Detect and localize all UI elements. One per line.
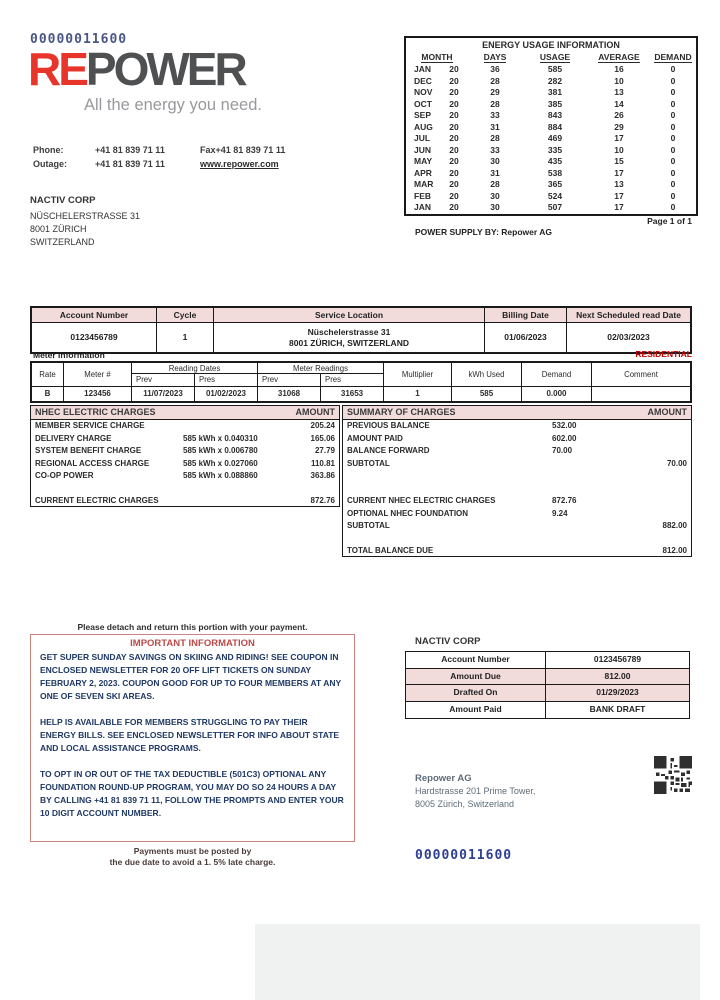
stub-row-label: Amount Paid xyxy=(406,702,546,719)
electric-amount-header: AMOUNT xyxy=(295,407,335,417)
summary-charge-row xyxy=(343,545,691,558)
summary-label: TOTAL BALANCE DUE xyxy=(347,546,434,555)
energy-table-row xyxy=(406,202,696,214)
stub-row-label: Drafted On xyxy=(406,685,546,701)
stub-table-row xyxy=(406,702,689,719)
summary-right-amount xyxy=(622,533,687,546)
energy-cell-year: 20 xyxy=(449,144,459,155)
charge-label: CURRENT ELECTRIC CHARGES xyxy=(35,496,159,505)
billing-date-header: Billing Date xyxy=(485,308,567,322)
meter-prev-header: Prev xyxy=(258,374,321,386)
energy-cell-days: 31 xyxy=(490,121,500,132)
reference-number-bottom: 00000011600 xyxy=(415,848,513,863)
energy-table-row xyxy=(406,122,696,134)
energy-cell-average: 13 xyxy=(614,179,624,189)
energy-cell-demand: 0 xyxy=(670,144,676,155)
energy-header-average: AVERAGE xyxy=(598,52,640,62)
energy-table-row xyxy=(406,76,696,88)
notice-paragraph-2: HELP IS AVAILABLE FOR MEMBERS STRUGGLING TO PAY THEIR ENERGY BILLS. SEE ENCLOSED NEWSLETTER FOR INFO ABOUT STATE AND LOCAL ASSISTANCE PROGRAMS. xyxy=(40,717,340,753)
notice-paragraph-1: GET SUPER SUNDAY SAVINGS ON SKIING AND RIDING! SEE COUPON IN ENCLOSED NEWSLETTER FOR 20 OFF LIFT TICKETS ON SUNDAY FEBRUARY 2, 2023. COUPON GOOD FOR UP TO FOUR MEMBERS AT ANY ONE OF SEVEN SKI AREAS. xyxy=(40,652,342,701)
energy-cell-days: 28 xyxy=(490,179,500,189)
summary-mid-amount: 9.24 xyxy=(552,508,568,518)
summary-charge-row xyxy=(343,445,691,458)
electric-charges-box xyxy=(30,405,340,507)
energy-table-row xyxy=(406,168,696,180)
account-table-value-row xyxy=(32,323,690,352)
charge-amount: 110.81 xyxy=(310,458,335,468)
stub-customer-name: NACTIV CORP xyxy=(415,636,481,647)
summary-right-amount xyxy=(622,445,687,458)
stub-table-row xyxy=(406,685,689,702)
summary-charges-body xyxy=(343,420,691,558)
summary-charge-row xyxy=(343,433,691,446)
energy-cell-usage: 335 xyxy=(547,144,563,155)
reading-prev-header: Prev xyxy=(132,374,195,386)
meter-information-table xyxy=(30,361,692,403)
energy-table-row xyxy=(406,87,696,99)
summary-mid-amount: 70.00 xyxy=(552,446,573,455)
summary-charge-row xyxy=(343,520,691,533)
next-read-value: 02/03/2023 xyxy=(607,332,650,342)
energy-cell-usage: 385 xyxy=(547,98,563,109)
energy-cell-average: 15 xyxy=(614,156,624,166)
brand-tagline: All the energy you need. xyxy=(84,96,262,114)
reading-pres-value: 01/02/2023 xyxy=(195,387,258,401)
payment-deadline-note xyxy=(30,846,355,868)
energy-table-row xyxy=(406,64,696,76)
meter-readings-group xyxy=(258,363,384,386)
reading-dates-header: Reading Dates xyxy=(132,363,257,374)
phone-label: Phone: xyxy=(33,145,64,155)
energy-cell-year: 20 xyxy=(449,64,459,74)
energy-cell-demand: 0 xyxy=(670,156,676,166)
notice-paragraph-3: TO OPT IN OR OUT OF THE TAX DEDUCTIBLE (501C3) OPTIONAL ANY FOUNDATION ROUND-UP PROGRAM, YOU MAY DO SO 24 HOURS A DAY BY CALLING +41 81 839 71 11, FOLLOW THE PROMPTS AND ENTER YOUR 10 DIGIT ACCOUNT NUMBER. xyxy=(40,769,344,818)
bottom-watermark-band xyxy=(255,924,700,1000)
summary-right-amount: 70.00 xyxy=(666,458,687,468)
energy-cell-month: FEB xyxy=(414,190,431,201)
service-location-line2: 8001 ZÜRICH, SWITZERLAND xyxy=(289,337,409,348)
billing-date-value: 01/06/2023 xyxy=(485,323,567,352)
charge-label: SYSTEM BENEFIT CHARGE xyxy=(35,446,142,455)
energy-cell-year: 20 xyxy=(449,167,459,178)
stub-row-value: 01/29/2023 xyxy=(596,687,639,697)
charge-amount: 363.86 xyxy=(310,471,335,480)
electric-charges-title: NHEC ELECTRIC CHARGES xyxy=(35,407,156,417)
meter-table-value-row xyxy=(32,386,690,401)
summary-label: PREVIOUS BALANCE xyxy=(347,421,430,430)
summary-right-amount xyxy=(622,495,687,508)
customer-address-line2: 8001 ZÜRICH xyxy=(30,224,87,234)
summary-right-amount: 882.00 xyxy=(662,521,687,530)
energy-cell-month: JAN xyxy=(414,202,432,212)
summary-charge-row xyxy=(343,470,691,483)
reading-dates-group xyxy=(132,363,258,386)
repower-logo xyxy=(28,43,245,95)
multiplier-value: 1 xyxy=(384,387,452,401)
energy-cell-average: 10 xyxy=(614,144,624,155)
electric-charges-header xyxy=(31,406,339,420)
comment-value xyxy=(592,387,690,401)
phone-number: +41 81 839 71 11 xyxy=(95,145,165,155)
payment-note-line2: the due date to avoid a 1. 5% late charge. xyxy=(109,857,276,867)
summary-mid-amount: 602.00 xyxy=(552,433,577,443)
cycle-value: 1 xyxy=(157,323,214,352)
account-number-header: Account Number xyxy=(32,308,157,322)
meter-number-header: Meter # xyxy=(64,363,132,386)
energy-cell-days: 28 xyxy=(490,133,500,143)
page-number-note: Page 1 of 1 xyxy=(647,216,692,226)
multiplier-header: Multiplier xyxy=(384,363,452,386)
energy-cell-year: 20 xyxy=(449,98,459,109)
stub-row-value: 0123456789 xyxy=(593,654,642,664)
energy-table-header-row xyxy=(406,51,696,64)
customer-address-line1: NÜSCHELERSTRASSE 31 xyxy=(30,211,141,221)
energy-cell-demand: 0 xyxy=(670,75,676,86)
service-location-header: Service Location xyxy=(214,308,485,322)
energy-cell-demand: 0 xyxy=(670,133,676,143)
energy-cell-average: 13 xyxy=(614,87,624,97)
outage-number: +41 81 839 71 11 xyxy=(95,159,165,169)
stub-row-value: BANK DRAFT xyxy=(589,703,646,714)
charge-calculation xyxy=(183,495,283,508)
energy-table-row xyxy=(406,156,696,168)
charge-label: MEMBER SERVICE CHARGE xyxy=(35,421,145,430)
energy-cell-average: 29 xyxy=(614,121,624,132)
energy-cell-usage: 524 xyxy=(547,190,563,201)
account-summary-table xyxy=(30,306,692,354)
electric-charge-row xyxy=(31,445,339,458)
energy-cell-month: OCT xyxy=(414,98,432,109)
logo-re-text: RE xyxy=(28,43,86,95)
summary-charge-row xyxy=(343,533,691,546)
detach-instruction: Please detach and return this portion with your payment. xyxy=(77,622,308,632)
cycle-header: Cycle xyxy=(157,308,214,322)
website-link[interactable]: www.repower.com xyxy=(200,159,279,169)
summary-mid-amount xyxy=(552,520,622,533)
energy-cell-month: AUG xyxy=(414,121,433,132)
important-information-title: IMPORTANT INFORMATION xyxy=(130,638,255,649)
energy-cell-days: 28 xyxy=(490,98,500,109)
energy-cell-demand: 0 xyxy=(670,121,676,132)
electric-charge-row xyxy=(31,470,339,483)
summary-charge-row xyxy=(343,420,691,433)
service-location-value xyxy=(214,323,485,352)
contact-right-column xyxy=(200,143,285,171)
customer-address-block xyxy=(30,194,140,249)
energy-cell-year: 20 xyxy=(449,75,459,86)
summary-label: OPTIONAL NHEC FOUNDATION xyxy=(347,508,469,518)
demand-header: Demand xyxy=(522,363,592,386)
energy-cell-average: 14 xyxy=(614,98,624,109)
energy-cell-year: 20 xyxy=(449,133,459,143)
energy-table-row xyxy=(406,145,696,157)
demand-value: 0.000 xyxy=(522,387,592,401)
charge-label: DELIVERY CHARGE xyxy=(35,433,112,443)
energy-cell-usage: 282 xyxy=(547,75,563,86)
energy-cell-demand: 0 xyxy=(670,167,676,178)
energy-cell-year: 20 xyxy=(449,87,459,97)
comment-header: Comment xyxy=(624,370,658,379)
summary-right-amount: 812.00 xyxy=(662,546,687,555)
residential-badge: RESIDENTIAL xyxy=(635,349,692,359)
energy-cell-month: SEP xyxy=(414,110,432,120)
payment-note-line1: Payments must be posted by xyxy=(133,846,252,856)
charge-calculation: 585 kWh x 0.006780 xyxy=(183,446,258,455)
meter-number-value: 123456 xyxy=(64,387,132,401)
meter-table-header xyxy=(32,363,690,386)
energy-cell-days: 30 xyxy=(490,202,500,212)
summary-right-amount xyxy=(622,483,687,496)
energy-cell-average: 10 xyxy=(614,75,624,86)
energy-table-body xyxy=(406,64,696,214)
energy-cell-average: 17 xyxy=(614,202,624,212)
electric-charge-row xyxy=(31,483,339,496)
electric-charge-row xyxy=(31,495,339,508)
energy-cell-month: JUL xyxy=(414,133,431,143)
customer-address-line3: SWITZERLAND xyxy=(30,237,95,247)
energy-header-month: MONTH xyxy=(421,52,453,62)
energy-cell-usage: 843 xyxy=(547,110,563,120)
energy-cell-days: 29 xyxy=(490,87,500,97)
energy-cell-days: 36 xyxy=(490,64,500,74)
charge-calculation: 585 kWh x 0.088860 xyxy=(183,471,258,480)
charge-amount: 27.79 xyxy=(314,446,335,455)
summary-amount-header: AMOUNT xyxy=(647,407,687,417)
summary-right-amount xyxy=(622,433,687,446)
energy-cell-average: 17 xyxy=(614,133,624,143)
energy-cell-month: JAN xyxy=(414,64,432,74)
energy-table-row xyxy=(406,191,696,203)
stub-table-row xyxy=(406,652,689,669)
energy-cell-year: 20 xyxy=(449,179,459,189)
stub-row-value: 812.00 xyxy=(604,670,631,681)
energy-cell-demand: 0 xyxy=(670,64,676,74)
remit-address-line1: Hardstrasse 201 Prime Tower, xyxy=(415,786,536,796)
energy-cell-month: MAR xyxy=(414,179,434,189)
kwh-used-value: 585 xyxy=(452,387,522,401)
summary-mid-amount xyxy=(552,458,622,471)
stub-row-label: Amount Due xyxy=(406,669,546,685)
meter-pres-header: Pres xyxy=(325,375,342,384)
electric-charge-row xyxy=(31,433,339,446)
energy-cell-usage: 585 xyxy=(547,64,563,74)
stub-row-label: Account Number xyxy=(406,652,546,668)
contact-values xyxy=(95,143,165,171)
summary-mid-amount xyxy=(552,483,622,496)
stub-table-row xyxy=(406,669,689,686)
summary-right-amount xyxy=(622,508,687,521)
charge-amount: 872.76 xyxy=(310,496,335,505)
charge-calculation: 585 kWh x 0.040310 xyxy=(183,433,258,443)
customer-name: NACTIV CORP xyxy=(30,195,96,206)
contact-labels xyxy=(33,143,67,171)
energy-table-row xyxy=(406,179,696,191)
charge-label: CO-OP POWER xyxy=(35,471,94,480)
energy-header-days: DAYS xyxy=(483,52,507,62)
energy-cell-average: 16 xyxy=(614,64,624,74)
energy-cell-usage: 365 xyxy=(547,179,563,189)
energy-table-row xyxy=(406,133,696,145)
energy-cell-year: 20 xyxy=(449,202,459,212)
energy-usage-table xyxy=(404,36,698,216)
energy-cell-usage: 884 xyxy=(547,121,563,132)
charge-label: REGIONAL ACCESS CHARGE xyxy=(35,458,150,468)
energy-cell-days: 30 xyxy=(490,190,500,201)
energy-cell-days: 33 xyxy=(490,144,500,155)
summary-charge-row xyxy=(343,495,691,508)
summary-charge-row xyxy=(343,483,691,496)
remit-company-name: Repower AG xyxy=(415,773,472,784)
reading-pres-header: Pres xyxy=(199,375,216,384)
energy-cell-demand: 0 xyxy=(670,190,676,201)
energy-cell-demand: 0 xyxy=(670,179,676,189)
meter-pres-value: 31653 xyxy=(321,387,384,401)
summary-charges-title: SUMMARY OF CHARGES xyxy=(347,407,456,417)
energy-cell-days: 33 xyxy=(490,110,500,120)
payment-stub-table xyxy=(405,651,690,719)
energy-cell-month: JUN xyxy=(414,144,432,155)
summary-charges-header xyxy=(343,406,691,420)
energy-table-title: ENERGY USAGE INFORMATION xyxy=(482,40,620,50)
energy-cell-month: APR xyxy=(414,167,432,178)
energy-cell-month: DEC xyxy=(414,75,432,86)
account-table-header-row xyxy=(32,308,690,323)
charge-calculation xyxy=(183,483,283,496)
energy-cell-year: 20 xyxy=(449,156,459,166)
energy-cell-days: 31 xyxy=(490,167,500,178)
energy-cell-demand: 0 xyxy=(670,87,676,97)
summary-label: SUBTOTAL xyxy=(347,458,390,468)
energy-cell-usage: 381 xyxy=(547,87,563,97)
charge-calculation: 585 kWh x 0.027060 xyxy=(183,458,258,468)
energy-cell-average: 17 xyxy=(614,167,624,178)
energy-cell-year: 20 xyxy=(449,121,459,132)
energy-cell-year: 20 xyxy=(449,190,459,201)
summary-mid-amount: 532.00 xyxy=(552,421,577,430)
service-location-line1: Nüschelerstrasse 31 xyxy=(307,326,391,337)
summary-mid-amount: 872.76 xyxy=(552,496,577,505)
summary-label: BALANCE FORWARD xyxy=(347,446,430,455)
account-number-value: 0123456789 xyxy=(32,323,157,352)
rate-header: Rate xyxy=(32,363,64,386)
power-supply-note: POWER SUPPLY BY: Repower AG xyxy=(415,227,552,237)
energy-cell-days: 30 xyxy=(490,156,500,166)
logo-power-text: POWER xyxy=(85,43,245,95)
remit-address-line2: 8005 Zürich, Switzerland xyxy=(415,799,515,809)
summary-label: AMOUNT PAID xyxy=(347,433,403,443)
reference-number-top: 00000011600 xyxy=(30,32,128,47)
energy-cell-average: 26 xyxy=(614,110,624,120)
rate-value: B xyxy=(32,387,64,401)
summary-of-charges-box xyxy=(342,405,692,557)
energy-cell-demand: 0 xyxy=(670,110,676,120)
energy-cell-month: MAY xyxy=(414,156,433,166)
charge-amount: 205.24 xyxy=(310,421,335,430)
energy-cell-usage: 538 xyxy=(547,167,563,178)
energy-table-row xyxy=(406,110,696,122)
energy-header-usage: USAGE xyxy=(539,52,571,62)
summary-charge-row xyxy=(343,458,691,471)
kwh-used-header: kWh Used xyxy=(452,363,522,386)
energy-cell-month: NOV xyxy=(414,87,433,97)
summary-right-amount xyxy=(622,470,687,483)
energy-cell-usage: 469 xyxy=(547,133,563,143)
energy-cell-average: 17 xyxy=(614,190,624,201)
summary-label: SUBTOTAL xyxy=(347,521,390,530)
energy-cell-demand: 0 xyxy=(670,202,676,212)
remit-address-block xyxy=(415,772,535,811)
energy-cell-year: 20 xyxy=(449,110,459,120)
summary-mid-amount xyxy=(552,545,622,558)
next-read-header: Next Scheduled read Date xyxy=(567,308,690,322)
energy-cell-demand: 0 xyxy=(670,98,676,109)
summary-mid-amount xyxy=(552,533,622,546)
reading-prev-value: 11/07/2023 xyxy=(132,387,195,401)
electric-charge-row xyxy=(31,420,339,433)
summary-mid-amount xyxy=(552,470,622,483)
electric-charges-body xyxy=(31,420,339,508)
summary-label: CURRENT NHEC ELECTRIC CHARGES xyxy=(347,496,496,505)
energy-table-row xyxy=(406,99,696,111)
summary-label xyxy=(347,483,552,496)
summary-label xyxy=(347,470,552,483)
charge-calculation xyxy=(183,420,283,433)
fax-number: Fax+41 81 839 71 11 xyxy=(200,145,286,155)
meter-information-label: Meter Information xyxy=(33,350,105,360)
charge-amount xyxy=(283,483,335,496)
charge-label xyxy=(35,483,183,496)
charge-amount: 165.06 xyxy=(310,433,335,443)
energy-cell-usage: 507 xyxy=(547,202,563,212)
important-information-box xyxy=(30,634,355,842)
outage-label: Outage: xyxy=(33,159,68,169)
meter-prev-value: 31068 xyxy=(258,387,321,401)
electric-charge-row xyxy=(31,458,339,471)
energy-header-demand: DEMAND xyxy=(654,52,692,62)
summary-label xyxy=(347,533,552,546)
summary-charge-row xyxy=(343,508,691,521)
energy-cell-usage: 435 xyxy=(547,156,563,166)
meter-readings-header: Meter Readings xyxy=(258,363,383,374)
energy-cell-days: 28 xyxy=(490,75,500,86)
summary-right-amount xyxy=(622,420,687,433)
qr-code xyxy=(654,756,692,794)
